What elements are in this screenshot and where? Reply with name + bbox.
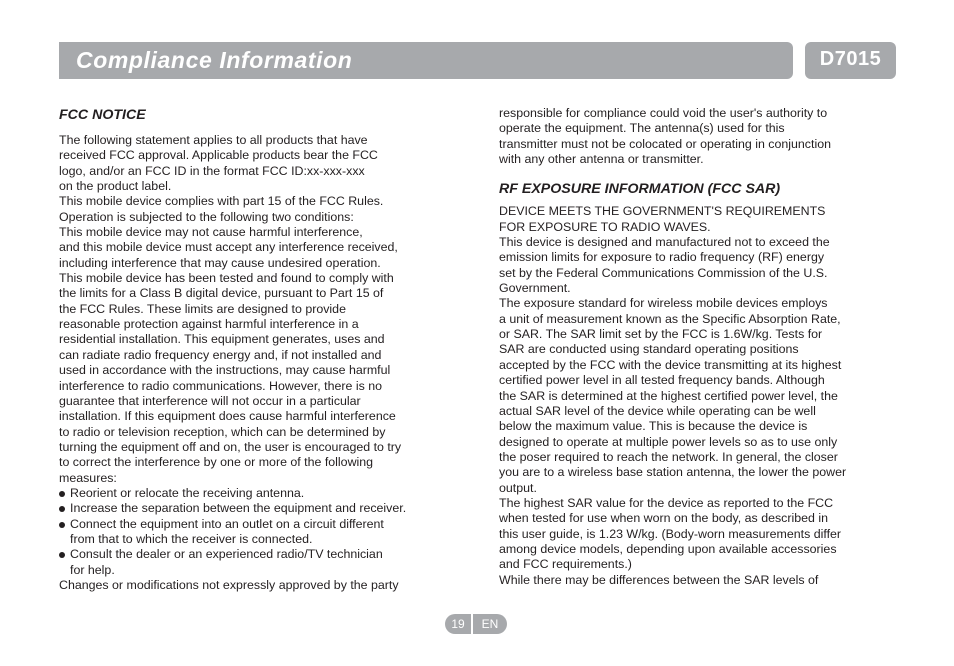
text-line: on the product label. — [59, 179, 172, 194]
fcc-notice-body — [59, 133, 464, 486]
rf-exposure-body — [499, 204, 909, 588]
text-line: set by the Federal Communications Commission of the U.S. — [499, 265, 828, 280]
text-line: the limits for a Class B digital device, pursuant to Part 15 of — [59, 286, 384, 301]
text-line: emission limits for exposure to radio frequency (RF) energy — [499, 250, 825, 265]
text-line: a unit of measurement known as the Specific Absorption Rate, — [499, 311, 841, 326]
list-item — [59, 517, 464, 548]
text-line: DEVICE MEETS THE GOVERNMENT'S REQUIREMENTS — [499, 204, 826, 219]
model-box — [805, 42, 896, 79]
text-line: you are to a wireless base station antenna, the lower the power — [499, 465, 847, 480]
text-line: Changes or modifications not expressly approved by the party — [59, 577, 399, 592]
list-item-text: Connect the equipment into an outlet on a circuit different — [70, 516, 384, 531]
text-line: can radiate radio frequency energy and, if not installed and — [59, 347, 382, 362]
text-line: The highest SAR value for the device as reported to the FCC — [499, 495, 834, 510]
text-line: the FCC Rules. These limits are designed to provide — [59, 301, 346, 316]
header-bar — [59, 42, 793, 79]
text-line: FOR EXPOSURE TO RADIO WAVES. — [499, 219, 711, 234]
text-line: The exposure standard for wireless mobile devices employs — [499, 296, 828, 311]
text-line: and FCC requirements.) — [499, 557, 632, 572]
text-line: this user guide, is 1.23 W/kg. (Body-worn measurements differ — [499, 526, 842, 541]
text-line: residential installation. This equipment generates, uses and — [59, 332, 385, 347]
list-item — [59, 486, 464, 501]
text-line: While there may be differences between the SAR levels of — [499, 572, 819, 587]
list-item — [59, 501, 464, 516]
page-indicator — [445, 614, 507, 634]
text-line: including interference that may cause undesired operation. — [59, 255, 381, 270]
text-line: responsible for compliance could void the user's authority to — [499, 106, 828, 120]
text-line: This mobile device may not cause harmful interference, — [59, 225, 363, 240]
model-label: D7015 — [819, 48, 882, 70]
language-label: EN — [473, 614, 507, 634]
list-item-text: for help. — [70, 562, 115, 577]
text-line: when tested for use when worn on the body, as described in — [499, 511, 829, 526]
text-line: logo, and/or an FCC ID in the format FCC ID:xx-xxx-xxx — [59, 163, 365, 178]
fcc-notice-heading: FCC NOTICE — [59, 107, 146, 123]
text-line: interference to radio communications. However, there is no — [59, 378, 383, 393]
text-line: This mobile device complies with part 15 of the FCC Rules. — [59, 194, 384, 209]
list-item — [59, 547, 464, 578]
text-line: Government. — [499, 281, 571, 296]
text-line: the poser required to reach the network. In general, the closer — [499, 449, 838, 464]
list-item-text: Reorient or relocate the receiving antenna. — [70, 485, 305, 500]
text-line: accepted by the FCC with the device transmitting at its highest — [499, 357, 842, 372]
text-line: used in accordance with the instructions, may cause harmful — [59, 363, 391, 378]
fcc-notice-tail — [59, 578, 464, 593]
text-line: among device models, depending upon available accessories — [499, 541, 837, 556]
text-line: with any other antenna or transmitter. — [499, 152, 704, 167]
rf-exposure-heading: RF EXPOSURE INFORMATION (FCC SAR) — [499, 181, 781, 198]
text-line: reasonable protection against harmful interference in a — [59, 317, 359, 332]
text-line: This device is designed and manufactured not to exceed the — [499, 235, 830, 250]
text-line: below the maximum value. This is because the device is — [499, 419, 808, 434]
text-line: operate the equipment. The antenna(s) used for this — [499, 121, 785, 136]
text-line: output. — [499, 480, 537, 495]
text-line: transmitter must not be colocated or operating in conjunction — [499, 136, 831, 151]
text-line: Operation is subjected to the following two conditions: — [59, 209, 354, 224]
text-line: actual SAR level of the device while operating can be well — [499, 403, 816, 418]
text-line: turning the equipment off and on, the user is encouraged to try — [59, 439, 402, 454]
text-line: installation. If this equipment does cause harmful interference — [59, 409, 396, 424]
text-line: or SAR. The SAR limit set by the FCC is 1.6W/kg. Tests for — [499, 327, 823, 342]
list-item-text: Increase the separation between the equipment and receiver. — [70, 501, 407, 516]
page-number: 19 — [445, 614, 471, 634]
list-item-text: Consult the dealer or an experienced radio/TV technician — [70, 547, 383, 562]
text-line: to radio or television reception, which can be determined by — [59, 424, 386, 439]
list-item-text: from that to which the receiver is connected. — [70, 531, 313, 546]
text-line: This mobile device has been tested and found to comply with — [59, 271, 394, 286]
text-line: to correct the interference by one or more of the following — [59, 455, 374, 470]
fcc-notice-continued — [499, 106, 909, 167]
left-column — [59, 106, 464, 593]
text-line: guarantee that interference will not occur in a particular — [59, 393, 361, 408]
text-line: received FCC approval. Applicable products bear the FCC — [59, 148, 378, 163]
page-title: Compliance Information — [76, 47, 353, 73]
interference-measures-list — [59, 486, 464, 578]
text-line: the SAR is determined at the highest certified power level, the — [499, 388, 838, 403]
right-column — [499, 106, 909, 588]
text-line: designed to operate at multiple power levels so as to use only — [499, 434, 838, 449]
text-line: The following statement applies to all products that have — [59, 133, 368, 147]
text-line: certified power level in all tested frequency bands. Although — [499, 373, 825, 388]
text-line: SAR are conducted using standard operating positions — [499, 342, 799, 357]
text-line: and this mobile device must accept any interference received, — [59, 240, 398, 255]
text-line: measures: — [59, 470, 117, 485]
